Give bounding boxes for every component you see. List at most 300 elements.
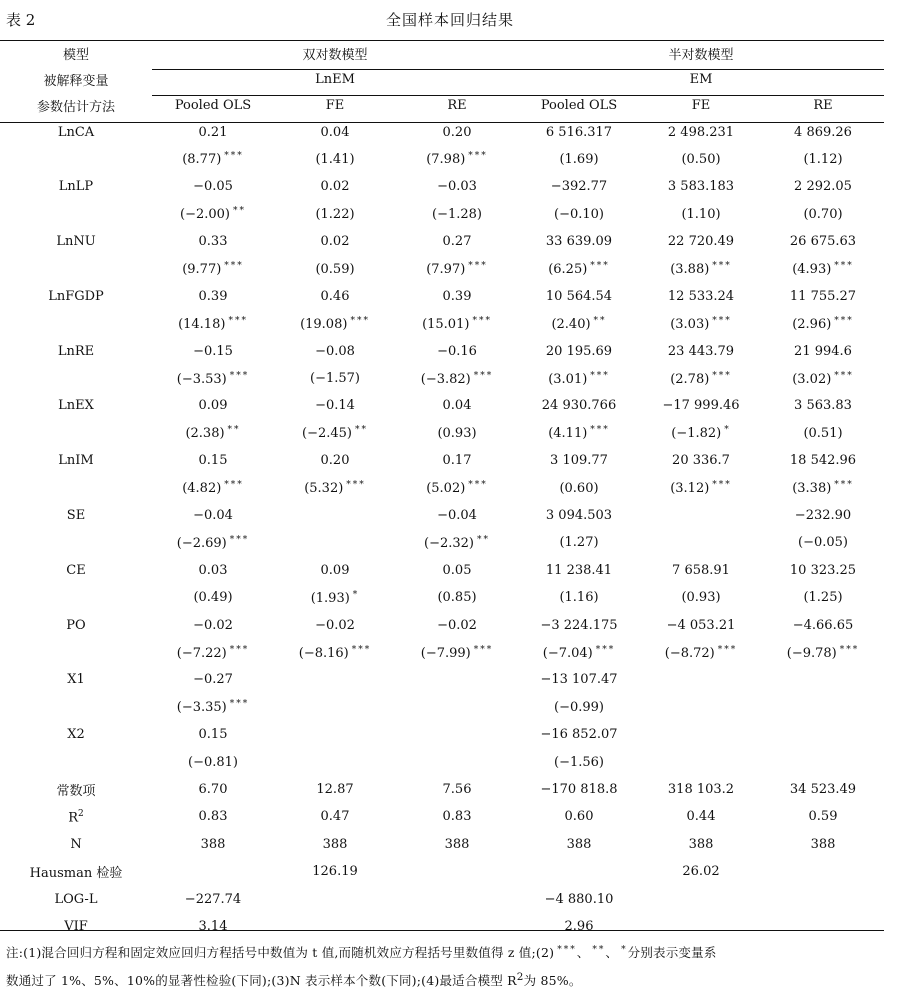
summary-cell: 0.83 bbox=[198, 809, 228, 825]
statistic-cell bbox=[640, 146, 762, 173]
header-dependent-semi: EM bbox=[689, 72, 713, 88]
coefficient-cell: 0.33 bbox=[198, 234, 228, 250]
note-text: 、 bbox=[605, 945, 619, 960]
coefficient-cell: −232.90 bbox=[794, 508, 852, 524]
statistic-value: (3.02) bbox=[792, 371, 832, 387]
statistic-value: (1.22) bbox=[315, 206, 355, 222]
summary-cell: 26.02 bbox=[682, 864, 720, 880]
variable-name: LnLP bbox=[58, 179, 94, 195]
statistic-cell bbox=[640, 365, 762, 392]
coefficient-cell: −0.15 bbox=[193, 343, 233, 359]
statistic-value: (6.25) bbox=[548, 262, 588, 278]
statistic-value: (−8.72) bbox=[664, 645, 715, 661]
coefficient-cell: 0.17 bbox=[442, 453, 472, 469]
significance-marker: ** bbox=[593, 315, 607, 326]
statistic-cell bbox=[518, 310, 640, 337]
significance-marker: *** bbox=[557, 945, 577, 955]
statistic-cell bbox=[762, 639, 884, 666]
statistic-cell bbox=[640, 310, 762, 337]
statistic-value: (19.08) bbox=[300, 316, 348, 332]
variable-spacer bbox=[0, 748, 152, 775]
statistic-row bbox=[0, 584, 884, 611]
statistic-value: (−9.78) bbox=[786, 645, 837, 661]
statistic-cell bbox=[640, 748, 762, 775]
method-cell: RE bbox=[447, 97, 467, 113]
statistic-cell bbox=[640, 694, 762, 721]
summary-cell: 34 523.49 bbox=[789, 781, 857, 797]
significance-marker: *** bbox=[229, 370, 250, 381]
coefficient-cell: 3 563.83 bbox=[794, 398, 852, 414]
coefficient-cell: −0.05 bbox=[193, 179, 233, 195]
coefficient-cell: 20 336.7 bbox=[672, 453, 730, 469]
statistic-row bbox=[0, 201, 884, 228]
coefficient-cell: 0.39 bbox=[442, 288, 472, 304]
statistic-cell bbox=[762, 146, 884, 173]
variable-name: LnIM bbox=[58, 453, 94, 469]
statistic-cell bbox=[762, 201, 884, 228]
coefficient-cell: 3 583.183 bbox=[667, 179, 735, 195]
coefficient-cell: −0.02 bbox=[437, 617, 477, 633]
significance-marker: *** bbox=[351, 644, 372, 655]
variable-spacer bbox=[0, 474, 152, 501]
coefficient-row bbox=[0, 557, 884, 584]
coefficient-cell: 0.27 bbox=[442, 234, 472, 250]
coefficient-cell: 2 498.231 bbox=[667, 124, 735, 140]
coefficient-cell: 0.39 bbox=[198, 288, 228, 304]
variable-spacer bbox=[0, 694, 152, 721]
statistic-value: (1.12) bbox=[803, 151, 843, 167]
statistic-cell bbox=[518, 529, 640, 556]
statistic-value: (0.85) bbox=[437, 590, 477, 606]
summary-cell: −4 880.10 bbox=[544, 891, 614, 907]
statistic-row bbox=[0, 748, 884, 775]
statistic-cell bbox=[152, 255, 274, 282]
statistic-cell bbox=[274, 639, 396, 666]
statistic-value: (−0.99) bbox=[554, 699, 604, 715]
coefficient-cell bbox=[274, 502, 396, 529]
summary-label bbox=[0, 831, 152, 858]
variable-spacer bbox=[0, 420, 152, 447]
coefficient-cell bbox=[396, 721, 518, 748]
statistic-value: (1.16) bbox=[559, 590, 599, 606]
statistic-cell bbox=[396, 529, 518, 556]
coefficient-cell: −0.27 bbox=[193, 672, 233, 688]
statistic-value: (14.18) bbox=[178, 316, 226, 332]
statistic-value: (15.01) bbox=[422, 316, 470, 332]
table-note bbox=[6, 938, 886, 993]
significance-marker: * bbox=[352, 589, 360, 600]
significance-marker: *** bbox=[224, 151, 244, 162]
summary-label bbox=[0, 913, 152, 940]
coefficient-cell: 26 675.63 bbox=[789, 234, 857, 250]
statistic-value: (−3.82) bbox=[420, 371, 471, 387]
statistic-cell bbox=[396, 420, 518, 447]
coefficient-cell bbox=[640, 721, 762, 748]
summary-cell: 0.83 bbox=[442, 809, 472, 825]
variable-name: X2 bbox=[67, 727, 85, 743]
variable-spacer bbox=[0, 201, 152, 228]
statistic-value: (0.50) bbox=[681, 151, 721, 167]
summary-cell bbox=[640, 913, 762, 940]
statistic-cell bbox=[762, 420, 884, 447]
header-row-model bbox=[0, 41, 884, 67]
statistic-value: (4.93) bbox=[792, 262, 832, 278]
method-cell: Pooled OLS bbox=[174, 97, 252, 113]
table-number: 表 2 bbox=[6, 11, 36, 29]
summary-label bbox=[0, 776, 152, 803]
variable-name: LnRE bbox=[57, 343, 95, 359]
method-cell: Pooled OLS bbox=[540, 97, 618, 113]
statistic-value: (−7.22) bbox=[176, 645, 227, 661]
statistic-value: (5.02) bbox=[426, 481, 466, 497]
header-semi-log: 半对数模型 bbox=[668, 48, 734, 64]
coefficient-cell: 0.20 bbox=[442, 124, 472, 140]
statistic-value: (−1.56) bbox=[554, 754, 604, 770]
significance-marker: *** bbox=[590, 425, 610, 436]
significance-marker: *** bbox=[712, 370, 732, 381]
summary-cell: 6.70 bbox=[198, 781, 228, 797]
statistic-cell bbox=[640, 255, 762, 282]
summary-cell: 3.14 bbox=[198, 918, 228, 934]
summary-cell bbox=[762, 885, 884, 912]
method-cell: FE bbox=[325, 97, 345, 113]
coefficient-cell: 10 323.25 bbox=[789, 562, 857, 578]
coefficient-row bbox=[0, 721, 884, 748]
summary-cell: 126.19 bbox=[312, 864, 358, 880]
statistic-value: (0.49) bbox=[193, 590, 233, 606]
statistic-cell bbox=[518, 584, 640, 611]
coefficient-cell: −0.03 bbox=[437, 179, 477, 195]
statistic-value: (1.93) bbox=[310, 590, 350, 606]
summary-cell bbox=[396, 858, 518, 885]
statistic-value: (3.01) bbox=[548, 371, 588, 387]
coefficient-row bbox=[0, 173, 884, 200]
statistic-value: (−1.82) bbox=[671, 426, 722, 442]
statistic-cell bbox=[762, 255, 884, 282]
significance-marker: *** bbox=[595, 644, 616, 655]
statistic-value: (0.59) bbox=[315, 261, 355, 277]
coefficient-cell: 20 195.69 bbox=[545, 343, 613, 359]
variable-name: X1 bbox=[67, 672, 85, 688]
statistic-cell bbox=[640, 474, 762, 501]
statistic-cell bbox=[274, 255, 396, 282]
coefficient-cell: −4.66.65 bbox=[792, 617, 854, 633]
summary-cell: 388 bbox=[444, 836, 470, 852]
significance-marker: *** bbox=[712, 261, 732, 272]
summary-cell: 0.59 bbox=[808, 809, 838, 825]
table-title: 全国样本回归结果 bbox=[385, 11, 514, 29]
summary-cell bbox=[640, 885, 762, 912]
summary-label-text: 常数项 bbox=[56, 783, 96, 799]
variable-spacer bbox=[0, 529, 152, 556]
statistic-value: (−3.35) bbox=[176, 700, 227, 716]
statistic-cell bbox=[518, 146, 640, 173]
statistic-cell bbox=[396, 639, 518, 666]
coefficient-cell: −392.77 bbox=[550, 179, 608, 195]
statistic-cell bbox=[762, 310, 884, 337]
coefficient-cell bbox=[396, 666, 518, 693]
coefficient-cell: 21 994.6 bbox=[794, 343, 852, 359]
coefficient-cell bbox=[640, 666, 762, 693]
note-line-2 bbox=[6, 965, 886, 993]
summary-row bbox=[0, 885, 884, 912]
variable-name: CE bbox=[66, 562, 86, 578]
variable-spacer bbox=[0, 146, 152, 173]
statistic-cell bbox=[152, 365, 274, 392]
coefficient-cell: 3 109.77 bbox=[550, 453, 608, 469]
statistic-value: (2.78) bbox=[670, 371, 710, 387]
variable-name: LnNU bbox=[56, 234, 96, 250]
significance-marker: *** bbox=[834, 370, 854, 381]
statistic-value: (2.96) bbox=[792, 316, 832, 332]
statistic-cell bbox=[762, 474, 884, 501]
coefficient-cell: 0.02 bbox=[320, 234, 350, 250]
statistic-value: (−0.10) bbox=[554, 206, 604, 222]
summary-cell: 388 bbox=[566, 836, 592, 852]
coefficient-cell: 11 755.27 bbox=[789, 288, 857, 304]
significance-marker: * bbox=[724, 425, 731, 436]
statistic-value: (3.88) bbox=[670, 262, 710, 278]
coefficient-row bbox=[0, 118, 884, 145]
coefficient-row bbox=[0, 447, 884, 474]
statistic-cell bbox=[274, 420, 396, 447]
statistic-cell bbox=[152, 420, 274, 447]
statistic-cell bbox=[518, 694, 640, 721]
statistic-value: (−0.81) bbox=[188, 754, 238, 770]
coefficient-cell: 3 094.503 bbox=[545, 508, 613, 524]
statistic-row bbox=[0, 639, 884, 666]
variable-spacer bbox=[0, 310, 152, 337]
statistic-cell bbox=[396, 694, 518, 721]
significance-marker: *** bbox=[717, 644, 738, 655]
summary-label bbox=[0, 803, 152, 830]
statistic-cell bbox=[762, 694, 884, 721]
significance-marker: *** bbox=[468, 480, 488, 491]
significance-marker: *** bbox=[224, 261, 244, 272]
statistic-cell bbox=[396, 584, 518, 611]
coefficient-cell: −3 224.175 bbox=[540, 617, 618, 633]
method-cell: FE bbox=[691, 97, 711, 113]
statistic-cell bbox=[274, 365, 396, 392]
statistic-value: (−3.53) bbox=[176, 371, 227, 387]
coefficient-cell bbox=[762, 666, 884, 693]
header-row-method bbox=[0, 93, 884, 119]
significance-marker: *** bbox=[229, 699, 250, 710]
coefficient-cell: 24 930.766 bbox=[541, 398, 617, 414]
note-line-1 bbox=[6, 938, 886, 965]
variable-name: LnEX bbox=[58, 398, 94, 414]
summary-row bbox=[0, 831, 884, 858]
statistic-cell bbox=[274, 201, 396, 228]
summary-label-text: VIF bbox=[64, 918, 88, 934]
summary-cell bbox=[274, 885, 396, 912]
summary-cell: 0.60 bbox=[564, 809, 594, 825]
table-caption bbox=[0, 6, 900, 32]
coefficient-row bbox=[0, 666, 884, 693]
variable-name: SE bbox=[66, 508, 86, 524]
statistic-cell bbox=[274, 694, 396, 721]
significance-marker: *** bbox=[346, 480, 366, 491]
statistic-value: (−0.05) bbox=[798, 535, 848, 551]
significance-marker: *** bbox=[468, 261, 488, 272]
coefficient-cell: 7 658.91 bbox=[672, 562, 730, 578]
coefficient-cell: −0.14 bbox=[315, 398, 355, 414]
significance-marker: *** bbox=[834, 261, 854, 272]
summary-cell bbox=[762, 858, 884, 885]
regression-table bbox=[0, 41, 884, 940]
summary-cell bbox=[396, 913, 518, 940]
note-text: 、 bbox=[576, 945, 590, 960]
statistic-cell bbox=[396, 310, 518, 337]
statistic-value: (0.51) bbox=[803, 425, 843, 441]
statistic-cell bbox=[396, 146, 518, 173]
superscript: 2 bbox=[78, 808, 84, 819]
statistic-cell bbox=[396, 365, 518, 392]
statistic-row bbox=[0, 420, 884, 447]
coefficient-cell: 0.05 bbox=[442, 562, 472, 578]
coefficient-row bbox=[0, 502, 884, 529]
coefficient-row bbox=[0, 611, 884, 638]
coefficient-cell bbox=[640, 502, 762, 529]
statistic-value: (1.25) bbox=[803, 590, 843, 606]
statistic-cell bbox=[518, 201, 640, 228]
statistic-cell bbox=[152, 529, 274, 556]
statistic-row bbox=[0, 255, 884, 282]
statistic-value: (9.77) bbox=[182, 262, 222, 278]
variable-name: LnCA bbox=[57, 124, 95, 140]
statistic-cell bbox=[640, 584, 762, 611]
significance-marker: *** bbox=[468, 151, 488, 162]
coefficient-cell: 0.02 bbox=[320, 179, 350, 195]
summary-cell: −227.74 bbox=[184, 891, 242, 907]
summary-label-text: LOG-L bbox=[54, 891, 98, 907]
statistic-value: (−2.32) bbox=[424, 535, 474, 551]
coefficient-cell: −17 999.46 bbox=[662, 398, 740, 414]
coefficient-row bbox=[0, 228, 884, 255]
coefficient-cell: −13 107.47 bbox=[540, 672, 618, 688]
note-text: 分别表示变量系 bbox=[627, 945, 717, 960]
coefficient-cell: 23 443.79 bbox=[667, 343, 735, 359]
significance-marker: ** bbox=[227, 425, 241, 436]
header-method-label: 参数估计方法 bbox=[36, 99, 115, 115]
statistic-value: (−2.69) bbox=[176, 535, 227, 551]
variable-name: LnFGDP bbox=[48, 288, 104, 304]
summary-row bbox=[0, 858, 884, 885]
statistic-row bbox=[0, 529, 884, 556]
coefficient-cell: 0.04 bbox=[442, 398, 472, 414]
statistic-cell bbox=[396, 255, 518, 282]
significance-marker: * bbox=[621, 945, 628, 955]
statistic-cell bbox=[274, 474, 396, 501]
coefficient-cell: 0.04 bbox=[320, 124, 350, 140]
significance-marker: ** bbox=[354, 425, 368, 436]
summary-cell: 388 bbox=[810, 836, 836, 852]
header-model-label: 模型 bbox=[62, 48, 89, 64]
statistic-cell bbox=[518, 639, 640, 666]
significance-marker: *** bbox=[472, 315, 492, 326]
coefficient-row bbox=[0, 283, 884, 310]
statistic-value: (0.70) bbox=[803, 206, 843, 222]
statistic-cell bbox=[152, 639, 274, 666]
statistic-cell bbox=[518, 474, 640, 501]
significance-marker: *** bbox=[590, 370, 610, 381]
coefficient-cell: 2 292.05 bbox=[794, 179, 852, 195]
statistic-cell bbox=[518, 365, 640, 392]
summary-cell: 12.87 bbox=[316, 781, 354, 797]
statistic-value: (1.27) bbox=[559, 535, 599, 551]
method-cell: RE bbox=[813, 97, 833, 113]
summary-row bbox=[0, 803, 884, 830]
summary-cell: 388 bbox=[200, 836, 226, 852]
significance-marker: ** bbox=[592, 945, 606, 955]
coefficient-cell: 0.09 bbox=[198, 398, 228, 414]
coefficient-cell: −0.02 bbox=[315, 617, 355, 633]
significance-marker: *** bbox=[473, 370, 494, 381]
variable-spacer bbox=[0, 365, 152, 392]
header-dependent-double: LnEM bbox=[315, 72, 355, 88]
statistic-value: (1.10) bbox=[681, 206, 721, 222]
statistic-value: (−2.00) bbox=[180, 207, 230, 223]
coefficient-cell bbox=[762, 721, 884, 748]
coefficient-cell bbox=[274, 721, 396, 748]
coefficient-cell: 0.46 bbox=[320, 288, 350, 304]
summary-cell bbox=[396, 885, 518, 912]
statistic-cell bbox=[396, 748, 518, 775]
significance-marker: *** bbox=[228, 315, 248, 326]
variable-spacer bbox=[0, 255, 152, 282]
summary-label bbox=[0, 858, 152, 885]
statistic-value: (4.82) bbox=[182, 481, 222, 497]
statistic-cell bbox=[274, 529, 396, 556]
statistic-value: (3.38) bbox=[792, 481, 832, 497]
coefficient-cell: 10 564.54 bbox=[545, 288, 613, 304]
significance-marker: *** bbox=[350, 315, 370, 326]
statistic-row bbox=[0, 474, 884, 501]
summary-cell bbox=[762, 913, 884, 940]
statistic-value: (−7.99) bbox=[420, 645, 471, 661]
note-text: 注:(1)混合回归方程和固定效应回归方程括号中数值为 t 值,而随机效应方程括号里数值得 z 值;(2) bbox=[6, 945, 555, 960]
statistic-cell bbox=[640, 529, 762, 556]
statistic-cell bbox=[396, 201, 518, 228]
summary-cell bbox=[152, 858, 274, 885]
statistic-cell bbox=[762, 529, 884, 556]
statistic-cell bbox=[518, 255, 640, 282]
coefficient-cell: 0.09 bbox=[320, 562, 350, 578]
statistic-row bbox=[0, 365, 884, 392]
statistic-cell bbox=[152, 474, 274, 501]
statistic-value: (−1.28) bbox=[432, 206, 482, 222]
statistic-cell bbox=[274, 748, 396, 775]
variable-spacer bbox=[0, 584, 152, 611]
coefficient-cell: 11 238.41 bbox=[545, 562, 613, 578]
summary-row bbox=[0, 776, 884, 803]
coefficient-cell: −16 852.07 bbox=[540, 727, 618, 743]
statistic-value: (5.32) bbox=[304, 481, 344, 497]
significance-marker: *** bbox=[834, 480, 854, 491]
summary-row bbox=[0, 913, 884, 940]
coefficient-cell: −0.16 bbox=[437, 343, 477, 359]
note-text: 数通过了 1%、5%、10%的显著性检验(下同);(3)N 表示样本个数(下同);(4)最适合模型 R bbox=[6, 973, 517, 989]
statistic-value: (1.69) bbox=[559, 151, 599, 167]
statistic-cell bbox=[640, 201, 762, 228]
header-double-log: 双对数模型 bbox=[302, 48, 368, 64]
statistic-value: (0.93) bbox=[681, 590, 721, 606]
significance-marker: *** bbox=[590, 261, 610, 272]
statistic-cell bbox=[640, 639, 762, 666]
coefficient-cell: −0.02 bbox=[193, 617, 233, 633]
statistic-cell bbox=[274, 310, 396, 337]
coefficient-cell: −0.04 bbox=[437, 508, 477, 524]
